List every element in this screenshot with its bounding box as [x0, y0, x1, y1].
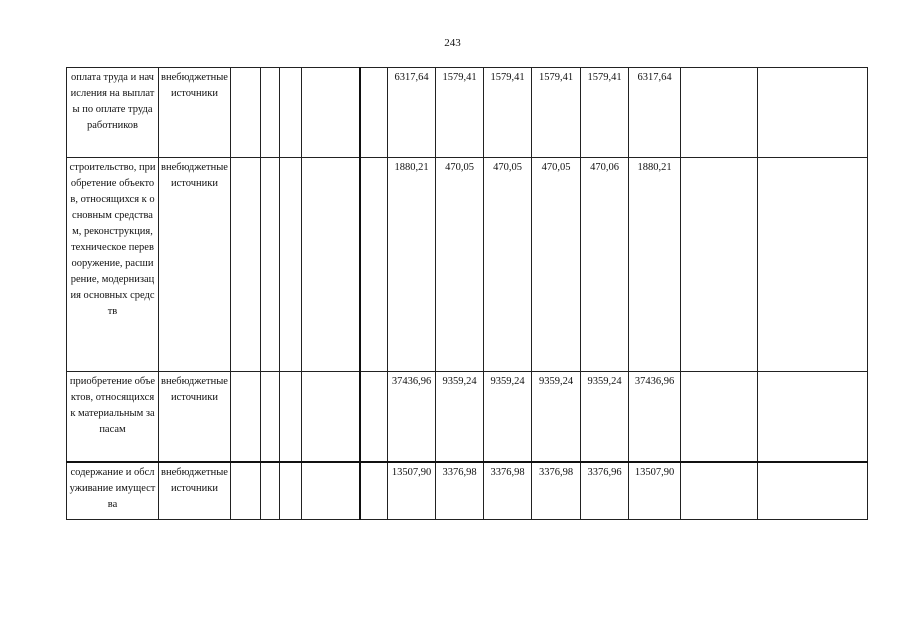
value-cell: 37436,96 [388, 372, 436, 462]
empty-cell [261, 68, 280, 158]
empty-cell [758, 462, 868, 520]
empty-cell [302, 68, 360, 158]
empty-cell [231, 158, 261, 372]
value-cell: 470,05 [484, 158, 532, 372]
empty-cell [758, 158, 868, 372]
value-cell: 1880,21 [388, 158, 436, 372]
value-cell: 470,06 [581, 158, 629, 372]
empty-cell [280, 462, 302, 520]
empty-cell [231, 462, 261, 520]
empty-cell [758, 68, 868, 158]
empty-cell [302, 372, 360, 462]
value-cell: 9359,24 [532, 372, 581, 462]
item-name: строительство, приобретение объектов, относящихся к основным средствам, реконструкция, техническое перевооружение, расширение, модернизация основных средств [67, 158, 159, 372]
empty-cell [681, 158, 758, 372]
empty-cell [302, 158, 360, 372]
empty-cell [261, 158, 280, 372]
table-row [67, 158, 868, 372]
value-cell: 13507,90 [388, 462, 436, 520]
funding-source: внебюджетные источники [159, 372, 231, 462]
empty-cell [231, 68, 261, 158]
budget-table [66, 67, 868, 520]
value-cell: 3376,96 [581, 462, 629, 520]
empty-cell [302, 462, 360, 520]
value-cell: 1579,41 [532, 68, 581, 158]
value-cell: 13507,90 [629, 462, 681, 520]
empty-cell [261, 462, 280, 520]
value-cell: 37436,96 [629, 372, 681, 462]
table-row [67, 462, 868, 520]
table-row [67, 68, 868, 158]
item-name: приобретение объектов, относящихся к материальным запасам [67, 372, 159, 462]
value-cell: 470,05 [436, 158, 484, 372]
value-cell: 3376,98 [484, 462, 532, 520]
value-cell: 1579,41 [484, 68, 532, 158]
value-cell: 9359,24 [436, 372, 484, 462]
item-name: содержание и обслуживание имущества [67, 462, 159, 520]
item-name: оплата труда и начисления на выплаты по оплате труда работников [67, 68, 159, 158]
table-row [67, 372, 868, 462]
empty-cell [681, 372, 758, 462]
value-cell: 9359,24 [581, 372, 629, 462]
value-cell: 6317,64 [629, 68, 681, 158]
empty-cell [280, 68, 302, 158]
empty-cell [280, 372, 302, 462]
empty-cell [681, 462, 758, 520]
value-cell: 1880,21 [629, 158, 681, 372]
empty-cell [681, 68, 758, 158]
empty-cell [231, 372, 261, 462]
value-cell: 3376,98 [532, 462, 581, 520]
page-number: 243 [444, 37, 461, 49]
empty-cell [360, 158, 388, 372]
empty-cell [261, 372, 280, 462]
value-cell: 6317,64 [388, 68, 436, 158]
empty-cell [280, 158, 302, 372]
empty-cell [360, 372, 388, 462]
empty-cell [360, 68, 388, 158]
value-cell: 1579,41 [436, 68, 484, 158]
value-cell: 9359,24 [484, 372, 532, 462]
funding-source: внебюджетные источники [159, 68, 231, 158]
empty-cell [360, 462, 388, 520]
value-cell: 470,05 [532, 158, 581, 372]
value-cell: 3376,98 [436, 462, 484, 520]
funding-source: внебюджетные источники [159, 462, 231, 520]
value-cell: 1579,41 [581, 68, 629, 158]
empty-cell [758, 372, 868, 462]
funding-source: внебюджетные источники [159, 158, 231, 372]
